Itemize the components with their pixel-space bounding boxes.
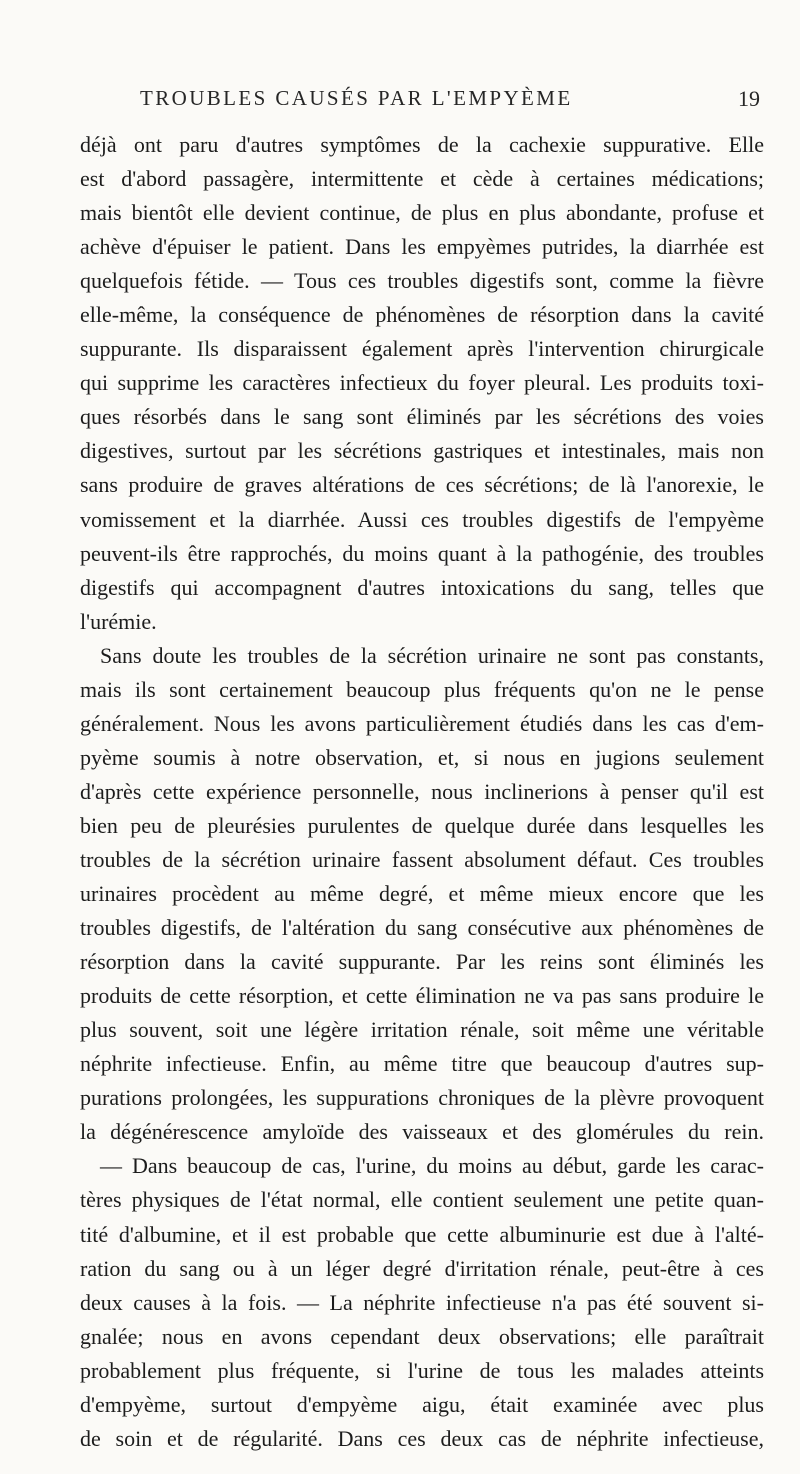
text-line: ques résorbés dans le sang sont éliminés par les sécrétions des voies xyxy=(80,404,764,430)
text-line: généralement. Nous les avons particulièrement étudiés dans les cas d'em- xyxy=(80,710,764,736)
paragraph-start-line: Sans doute les troubles de la sécrétion urinaire ne sont pas constants, xyxy=(100,642,764,668)
text-line: d'empyème, surtout d'empyème aigu, était examinée avec plus xyxy=(80,1391,764,1417)
text-line: d'après cette expérience personnelle, nous inclinerions à penser qu'il est xyxy=(80,778,764,804)
text-line: néphrite infectieuse. Enfin, au même titre que beaucoup d'autres sup- xyxy=(80,1051,764,1077)
text-line: ration du sang ou à un léger degré d'irritation rénale, peut-être à ces xyxy=(80,1255,764,1281)
text-line: purations prolongées, les suppurations chroniques de la plèvre provoquent xyxy=(80,1085,764,1111)
text-line: est d'abord passagère, intermittente et cède à certaines médications; xyxy=(80,166,764,192)
text-line: qui supprime les caractères infectieux du foyer pleural. Les produits toxi- xyxy=(80,370,764,396)
text-line: achève d'épuiser le patient. Dans les empyèmes putrides, la diarrhée est xyxy=(80,234,764,260)
text-line: digestifs qui accompagnent d'autres intoxications du sang, telles que xyxy=(80,574,764,600)
text-line: tité d'albumine, et il est probable que cette albuminurie est due à l'alté- xyxy=(80,1221,764,1247)
text-line: déjà ont paru d'autres symptômes de la cachexie suppurative. Elle xyxy=(80,132,764,157)
text-line: résorption dans la cavité suppurante. Par les reins sont éliminés les xyxy=(80,949,764,975)
text-line: digestives, surtout par les sécrétions gastriques et intestinales, mais non xyxy=(80,438,764,464)
text-line: bien peu de pleurésies purulentes de quelque durée dans lesquelles les xyxy=(80,812,764,838)
text-line: probablement plus fréquente, si l'urine de tous les malades atteints xyxy=(80,1357,764,1383)
running-title: TROUBLES CAUSÉS PAR L'EMPYÈME xyxy=(140,86,573,110)
text-line: mais bientôt elle devient continue, de plus en plus abondante, profuse et xyxy=(80,200,764,226)
text-line: deux causes à la fois. — La néphrite infectieuse n'a pas été souvent si- xyxy=(80,1289,764,1315)
text-line: — Dans beaucoup de cas, l'urine, du moins au début, garde les carac- xyxy=(100,1153,764,1179)
text-line: elle-même, la conséquence de phénomènes de résorption dans la cavité xyxy=(80,302,764,328)
body-text xyxy=(80,128,764,1456)
text-line: mais ils sont certainement beaucoup plus fréquents qu'on ne le pense xyxy=(80,676,764,702)
text-line: la dégénérescence amyloïde des vaisseaux et des glomérules du rein. xyxy=(80,1119,764,1145)
text-line: sans produire de graves altérations de ces sécrétions; de là l'anorexie, le xyxy=(80,472,764,498)
running-head xyxy=(140,86,760,118)
text-line: de soin et de régularité. Dans ces deux cas de néphrite infectieuse, xyxy=(80,1425,764,1451)
text-line: troubles de la sécrétion urinaire fassent absolument défaut. Ces troubles xyxy=(80,846,764,872)
text-line: tères physiques de l'état normal, elle contient seulement une petite quan- xyxy=(80,1187,764,1213)
text-line: urinaires procèdent au même degré, et même mieux encore que les xyxy=(80,881,764,907)
text-line: peuvent-ils être rapprochés, du moins quant à la pathogénie, des troubles xyxy=(80,540,764,566)
text-line: gnalée; nous en avons cependant deux observations; elle paraîtrait xyxy=(80,1323,764,1349)
page-number: 19 xyxy=(738,86,760,111)
text-line: produits de cette résorption, et cette élimination ne va pas sans produire le xyxy=(80,983,764,1009)
text-line: quelquefois fétide. — Tous ces troubles digestifs sont, comme la fièvre xyxy=(80,268,764,294)
text-line: vomissement et la diarrhée. Aussi ces troubles digestifs de l'empyème xyxy=(80,506,764,532)
text-line: pyème soumis à notre observation, et, si nous en jugions seulement xyxy=(80,744,764,770)
text-line: plus souvent, soit une légère irritation rénale, soit même une véritable xyxy=(80,1017,764,1043)
text-line: troubles digestifs, de l'altération du sang consécutive aux phénomènes de xyxy=(80,915,764,941)
paragraph-end-line: l'urémie. xyxy=(80,608,157,634)
text-line: suppurante. Ils disparaissent également après l'intervention chirurgicale xyxy=(80,336,764,362)
